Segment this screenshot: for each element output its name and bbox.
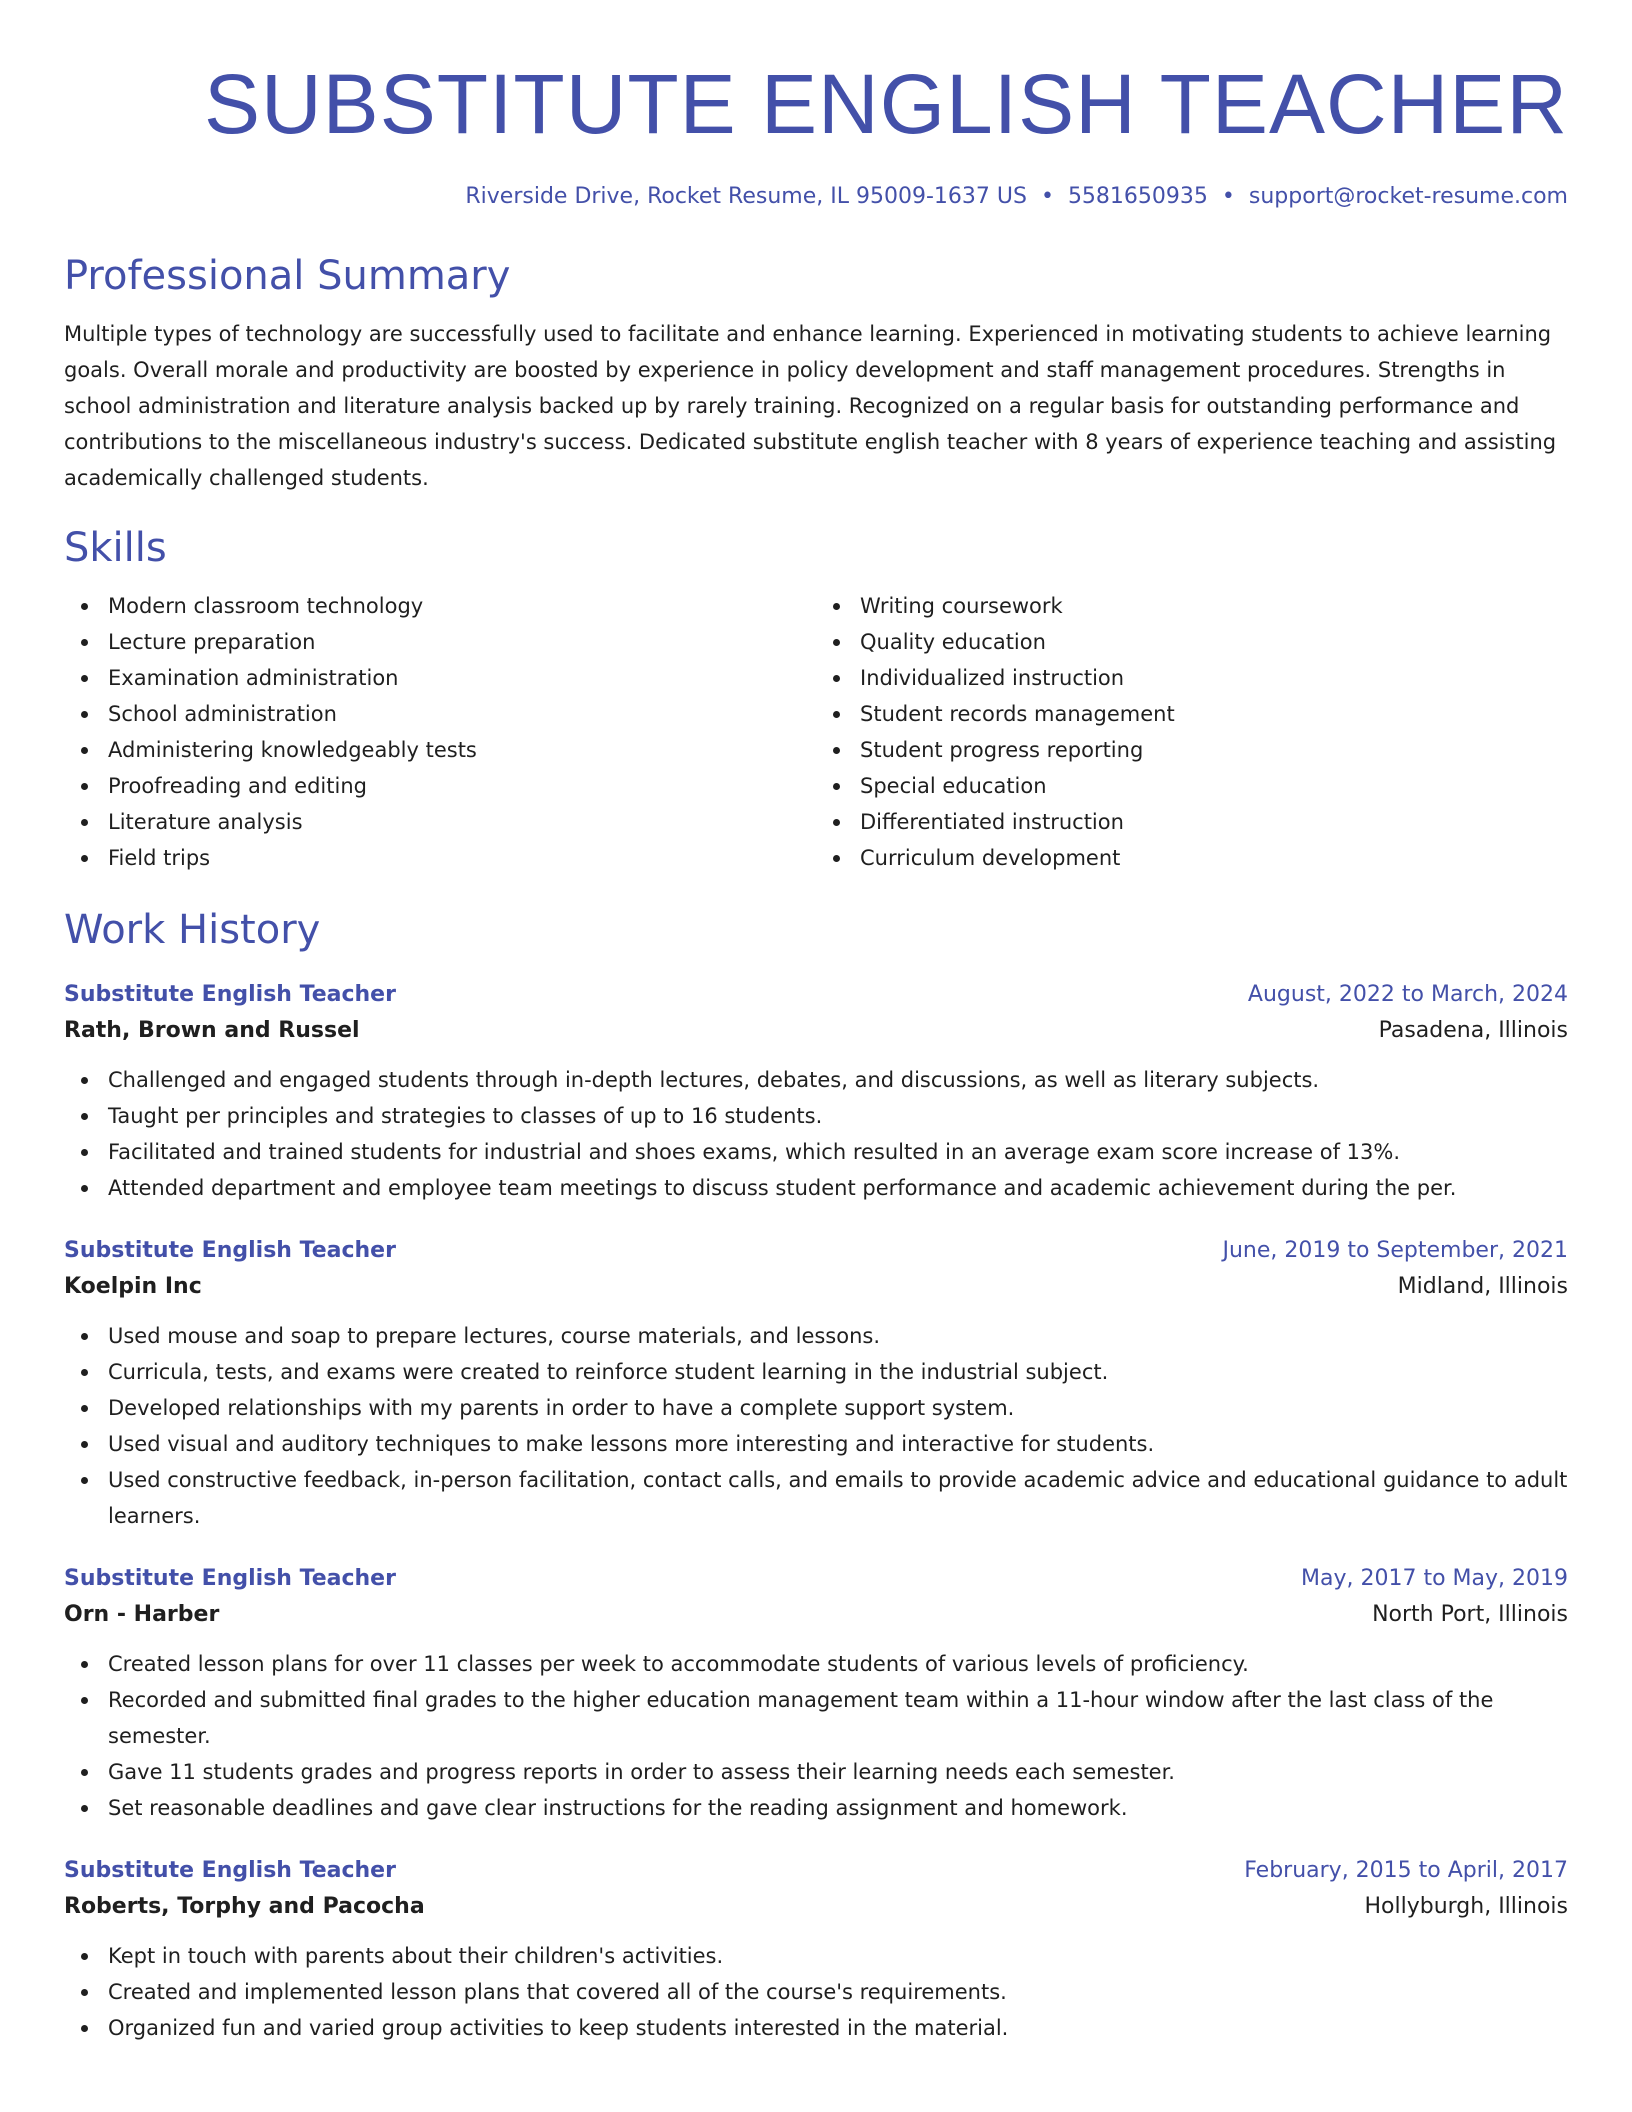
job-company-row [64,1012,1568,1050]
contact-line [64,182,1568,212]
job-bullet: Used constructive feedback, in-person facilitation, contact calls, and emails to provide academic advice and educational guidance to adult learners. [108,1462,1568,1534]
job-title: Substitute English Teacher [64,1238,396,1263]
contact-address: Riverside Drive, Rocket Resume, IL 95009-1637 US [465,184,1027,209]
skills-list [64,588,1568,876]
skills-column-right [816,588,1568,876]
job-bullet: Created lesson plans for over 11 classes per week to accommodate students of various levels of proficiency. [108,1646,1568,1682]
job-bullet: Kept in touch with parents about their children's activities. [108,1938,1568,1974]
job-bullet: Organized fun and varied group activities to keep students interested in the material. [108,2010,1568,2046]
job-location: Midland, Illinois [1397,1274,1568,1299]
job-bullets [64,1318,1568,1534]
job-dates: May, 2017 to May, 2019 [1301,1566,1568,1591]
job-bullets [64,1938,1568,2046]
job-company: Orn - Harber [64,1602,220,1627]
job-company-row [64,1268,1568,1306]
resume-name: SUBSTITUTE ENGLISH TEACHER [203,57,1568,151]
job-bullets [64,1062,1568,1206]
skill-item: Student records management [860,696,1568,732]
skill-item: Individualized instruction [860,660,1568,696]
job-bullet: Facilitated and trained students for industrial and shoes exams, which resulted in an average exam score increase of 13%. [108,1134,1568,1170]
job-bullet: Challenged and engaged students through in-depth lectures, debates, and discussions, as well as literary subjects. [108,1062,1568,1098]
job-dates: August, 2022 to March, 2024 [1247,982,1568,1007]
job-company-row [64,1596,1568,1634]
job-title: Substitute English Teacher [64,1858,396,1883]
skill-item: Writing coursework [860,588,1568,624]
skill-item: Curriculum development [860,840,1568,876]
contact-separator: • [1221,184,1235,209]
job-dates: June, 2019 to September, 2021 [1222,1238,1568,1263]
job-location: North Port, Illinois [1372,1602,1568,1627]
job-entry [64,1234,1568,1534]
job-bullet: Developed relationships with my parents in order to have a complete support system. [108,1390,1568,1426]
job-entry [64,1854,1568,2046]
job-company: Koelpin Inc [64,1274,202,1299]
job-company: Roberts, Torphy and Pacocha [64,1894,425,1919]
job-bullets [64,1646,1568,1826]
job-bullet: Used visual and auditory techniques to make lessons more interesting and interactive for students. [108,1426,1568,1462]
skill-item: Special education [860,768,1568,804]
skill-item: Lecture preparation [108,624,816,660]
skill-item: Modern classroom technology [108,588,816,624]
job-bullet: Used mouse and soap to prepare lectures, course materials, and lessons. [108,1318,1568,1354]
summary-heading: Professional Summary [64,253,511,299]
job-bullet: Gave 11 students grades and progress reports in order to assess their learning needs each semester. [108,1754,1568,1790]
skill-item: Differentiated instruction [860,804,1568,840]
contact-separator: • [1040,184,1054,209]
summary-text: Multiple types of technology are successfully used to facilitate and enhance learning. Experienced in motivating students to achieve learning goals. Overall morale and productivity are boosted by experience in policy development and staff management procedures. Strengths in school administration and literature analysis backed up by rarely training. Recognized on a regular basis for outstanding performance and contributions to the miscellaneous industry's success. Dedicated substitute english teacher with 8 years of experience teaching and assisting academically challenged students. [64,322,1557,490]
work-history-heading: Work History [64,907,321,953]
job-header-row [64,1234,1568,1268]
job-header-row [64,1562,1568,1596]
job-title: Substitute English Teacher [64,982,396,1007]
skill-item: Field trips [108,840,816,876]
skill-item: Quality education [860,624,1568,660]
contact-email[interactable]: support@rocket-resume.com [1248,184,1568,209]
job-entry [64,1562,1568,1826]
job-dates: February, 2015 to April, 2017 [1244,1858,1568,1883]
job-company-row [64,1888,1568,1926]
skills-column-left [64,588,816,876]
skill-item: Administering knowledgeably tests [108,732,816,768]
job-entry [64,978,1568,1206]
job-location: Pasadena, Illinois [1378,1018,1568,1043]
job-header-row [64,1854,1568,1888]
job-bullet: Curricula, tests, and exams were created to reinforce student learning in the industrial subject. [108,1354,1568,1390]
job-bullet: Created and implemented lesson plans that covered all of the course's requirements. [108,1974,1568,2010]
skills-heading: Skills [64,525,167,571]
job-company: Rath, Brown and Russel [64,1018,360,1043]
job-location: Hollyburgh, Illinois [1364,1894,1568,1919]
job-bullet: Taught per principles and strategies to classes of up to 16 students. [108,1098,1568,1134]
contact-phone: 5581650935 [1067,184,1208,209]
skill-item: School administration [108,696,816,732]
job-header-row [64,978,1568,1012]
job-bullet: Recorded and submitted final grades to the higher education management team within a 11-hour window after the last class of the semester. [108,1682,1568,1754]
skill-item: Literature analysis [108,804,816,840]
job-title: Substitute English Teacher [64,1566,396,1591]
skill-item: Examination administration [108,660,816,696]
job-bullet: Set reasonable deadlines and gave clear instructions for the reading assignment and homework. [108,1790,1568,1826]
skill-item: Proofreading and editing [108,768,816,804]
skill-item: Student progress reporting [860,732,1568,768]
job-bullet: Attended department and employee team meetings to discuss student performance and academic achievement during the per. [108,1170,1568,1206]
